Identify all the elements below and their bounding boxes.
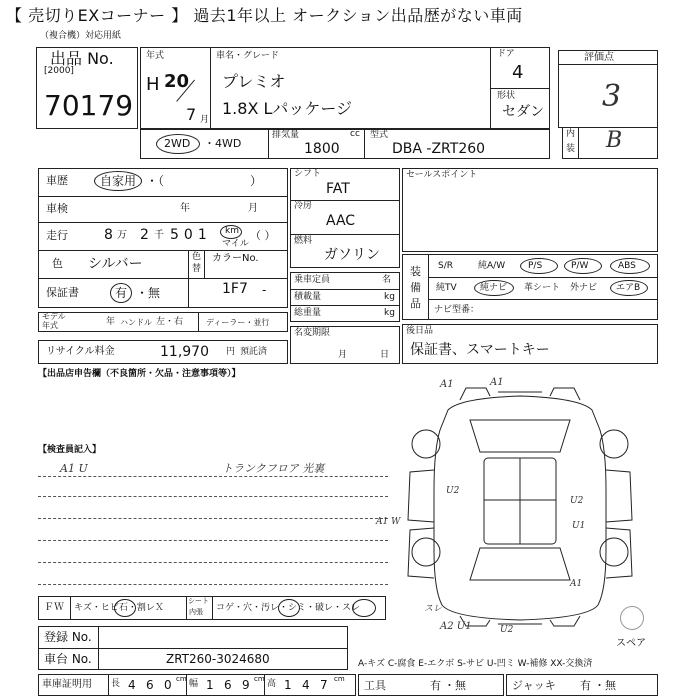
score-label: 評価点 — [584, 52, 614, 63]
dealer-label: ディーラー・並行 — [206, 318, 270, 327]
equip-abs: ABS — [618, 261, 636, 271]
cc-unit: cc — [350, 129, 360, 139]
jack-label: ジャッキ — [512, 679, 556, 692]
ac-value: AAC — [326, 213, 356, 229]
length-digit-1: 4 — [128, 678, 136, 692]
equip-aw: 純A/W — [478, 261, 506, 271]
mileage-km: km — [225, 226, 239, 236]
fw-seat-2: 内張 — [189, 608, 203, 616]
mileage-sen-unit: 千 — [154, 230, 164, 241]
color-label: 色 — [52, 257, 63, 270]
length-unit: cm — [176, 675, 187, 683]
car-diagram — [400, 377, 640, 630]
color-value: シルバー — [88, 256, 143, 272]
history-rest: ・（ — [146, 174, 165, 188]
color-no-value: 1F7 — [222, 281, 248, 297]
grade: 1.8X Lパッケージ — [222, 99, 353, 118]
color-no-label: カラーNo. — [212, 253, 259, 264]
diagram-mark-right-2: U1 — [572, 521, 586, 531]
inspection-month-unit: 月 — [248, 203, 258, 214]
height-label: 高 — [267, 679, 277, 689]
inspection-label: 車検 — [46, 202, 68, 215]
model-year-unit: 年 — [106, 317, 116, 327]
mileage-man: 8 — [104, 227, 113, 243]
warranty-no: ・無 — [136, 286, 161, 300]
interior-label-1: 内 — [566, 129, 576, 139]
car-name-label: 車名・グレード — [216, 51, 280, 61]
length-label: 長 — [111, 679, 121, 689]
load-label: 積載量 — [294, 292, 322, 302]
width-digit-1: 1 — [206, 678, 214, 692]
year: 20 — [164, 71, 190, 92]
diagram-mark-rear-2: U2 — [500, 625, 514, 635]
year-label: 年式 — [146, 51, 165, 61]
banner-text: 【 売切りEXコーナー 】 過去1年以上 オークション出品歴がない車両 — [6, 6, 523, 25]
equipment-label-3: 品 — [410, 297, 421, 310]
drive-2wd: 2WD — [164, 137, 191, 150]
reg-day: 日 — [380, 350, 390, 360]
fuel-value: ガソリン — [324, 247, 380, 263]
warranty-yes: 有 — [115, 286, 128, 300]
gross-unit: kg — [384, 308, 395, 318]
declaration-label: 【出品店申告欄（不良箇所・欠品・注意事項等）】 — [38, 369, 241, 379]
history-label: 車歴 — [46, 174, 68, 187]
recycle-value: 11,970 — [160, 344, 209, 360]
jack-yes: 有 — [580, 679, 591, 692]
month-unit: 月 — [200, 115, 210, 125]
height-digit-3: 7 — [320, 678, 328, 692]
model-label: 型式 — [370, 130, 389, 140]
handle-label: ハンドル — [120, 318, 152, 327]
doors-label: ドア — [497, 49, 515, 59]
tools-yes: 有 — [430, 679, 441, 692]
inspection-year-unit: 年 — [180, 203, 190, 214]
lot-number: 70179 — [44, 89, 134, 122]
height-unit: cm — [334, 675, 345, 683]
drive-4wd: ・4WD — [204, 137, 242, 150]
mileage-man-unit: 万 — [117, 230, 127, 241]
fw-label: ＦＷ — [44, 602, 64, 613]
interior-grade: B — [606, 128, 623, 153]
displacement: 1800 — [304, 141, 340, 157]
shift-value: FAT — [326, 181, 350, 197]
recycle-note: 預託済 — [240, 347, 268, 357]
diagram-mark-side: A1 W — [376, 517, 401, 527]
length-digit-3: 0 — [164, 678, 172, 692]
diagram-mark-front-2: A1 — [490, 377, 504, 388]
spare-label: スペア — [616, 638, 646, 649]
doors: 4 — [512, 62, 524, 83]
equip-pw: P/W — [571, 261, 589, 271]
inspector-note-right: トランクフロア 光裏 — [222, 462, 325, 475]
tools-no: ・無 — [444, 679, 466, 692]
history-own: 自家用 — [100, 174, 137, 188]
height-digit-1: 1 — [284, 678, 292, 692]
load-unit: kg — [384, 292, 395, 302]
fw-seat-1: シート — [188, 597, 209, 605]
diagram-mark-right: U2 — [570, 496, 584, 506]
interior-label-2: 装 — [566, 144, 576, 154]
gross-label: 総重量 — [294, 308, 322, 318]
equipment-label-1: 装 — [410, 265, 421, 278]
jack-no: ・無 — [594, 679, 616, 692]
diagram-mark-left: U2 — [446, 486, 460, 496]
capacity-unit: 名 — [382, 275, 392, 285]
fw-text2: コゲ・穴・汚レ・シミ・破レ・スレ — [216, 603, 361, 613]
width-digit-3: 9 — [242, 678, 250, 692]
fw-text1: キズ・ヒビ石・割レＸ — [74, 603, 164, 613]
mileage-mile: マイル — [222, 239, 249, 249]
reg-change-label: 名変期限 — [294, 328, 331, 338]
equip-tv: 純TV — [436, 283, 457, 293]
equip-navi: 純ナビ — [480, 283, 508, 293]
shape: セダン — [502, 104, 545, 120]
equip-ext-navi: 外ナビ — [570, 283, 598, 293]
color-change-2: 替 — [192, 264, 202, 274]
chassis-no-label: 車台 No. — [44, 652, 92, 666]
garage-cert-label: 車庫証明用 — [42, 679, 92, 690]
color-change-1: 色 — [192, 252, 202, 262]
width-digit-2: 6 — [224, 678, 232, 692]
warranty-label: 保証書 — [46, 286, 79, 299]
handle-options: 左・右 — [156, 317, 184, 327]
equipment-label-2: 備 — [410, 281, 421, 294]
reg-month: 月 — [338, 350, 348, 360]
recycle-unit: 円 — [226, 347, 236, 357]
lot-stamp: [2000] — [44, 66, 74, 76]
ac-label: 冷房 — [294, 201, 313, 211]
later-items-value: 保証書、スマートキー — [410, 342, 550, 358]
diagram-mark-rear-right: A1 — [570, 579, 583, 589]
shape-label: 形状 — [497, 91, 516, 101]
lot-label: 出品 No. — [50, 49, 114, 68]
sheet-subtitle: （複合機）対応用紙 — [40, 31, 122, 41]
displacement-label: 排気量 — [272, 130, 300, 140]
chassis-no: ZRT260-3024680 — [166, 652, 270, 666]
height-digit-2: 4 — [302, 678, 310, 692]
later-items-label: 後日品 — [406, 326, 434, 336]
shift-label: シフト — [294, 169, 322, 179]
spare-tire-icon — [620, 606, 644, 630]
inspector-note-left: A1 U — [60, 462, 88, 475]
width-unit: cm — [254, 675, 265, 683]
era: H — [146, 74, 160, 95]
navi-model-label: ナビ型番： — [434, 305, 480, 315]
mileage-rest: 501 — [170, 227, 212, 243]
sales-point-box — [402, 168, 658, 252]
width-label: 幅 — [189, 679, 199, 689]
diagram-mark-front: A1 — [440, 379, 454, 390]
equip-sr: S/R — [438, 261, 453, 271]
damage-legend: A-キズ C-腐食 E-エクボ S-サビ U-凹ミ W-補修 XX-交換済 — [358, 659, 593, 669]
diagram-mark-rear-left: スレ — [424, 604, 443, 614]
recycle-label: リサイクル料金 — [46, 346, 115, 357]
history-close: ） — [250, 174, 263, 188]
score: 3 — [602, 79, 622, 114]
car-name: プレミオ — [222, 72, 286, 91]
banner — [0, 0, 700, 33]
length-digit-2: 6 — [146, 678, 154, 692]
equip-leather: 革シート — [524, 283, 561, 293]
fuel-label: 燃料 — [294, 236, 313, 246]
model-label-2: 年式 — [42, 321, 58, 330]
month: 7 — [186, 105, 197, 124]
capacity-label: 乗車定員 — [294, 275, 331, 285]
inspector-label: 【検査員記入】 — [38, 445, 102, 455]
mileage-label: 走行 — [46, 229, 68, 242]
sales-point-label: セールスポイント — [406, 170, 478, 180]
reg-no-label: 登録 No. — [44, 630, 92, 644]
model-code: DBA -ZRT260 — [392, 141, 486, 157]
model-label-1: モデル — [42, 312, 66, 321]
drive-row — [140, 129, 550, 159]
color-no-dash: - — [262, 283, 267, 297]
tools-label: 工具 — [364, 679, 386, 692]
diagram-mark-rear: A2 U1 — [440, 621, 472, 632]
mileage-sen: 2 — [140, 227, 149, 243]
equip-airbag: エアB — [616, 283, 641, 293]
equip-ps: P/S — [528, 261, 543, 271]
